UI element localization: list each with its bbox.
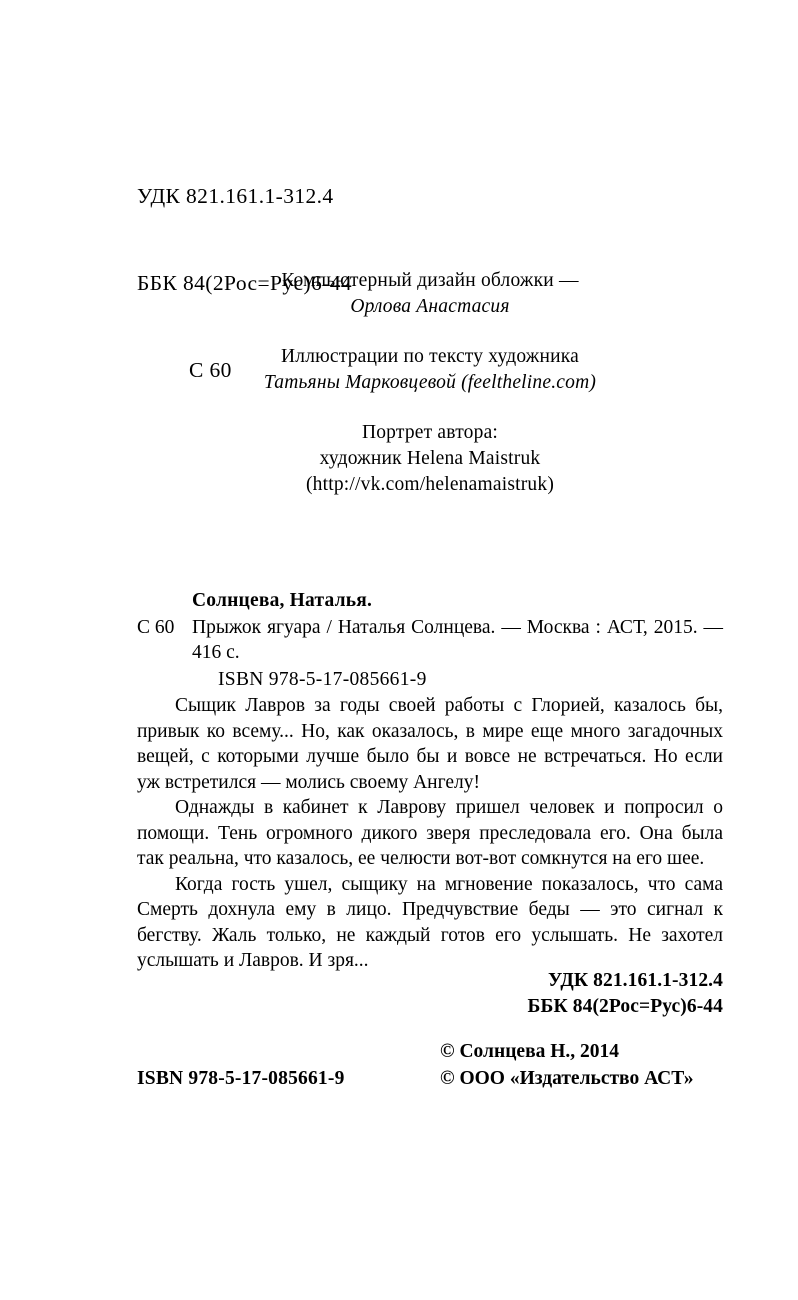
record-isbn: ISBN 978-5-17-085661-9 xyxy=(218,668,427,690)
cover-design-person: Орлова Анастасия xyxy=(350,296,510,317)
footer-isbn: ISBN 978-5-17-085661-9 xyxy=(137,1068,345,1089)
udk-code-top: УДК 821.161.1-312.4 xyxy=(137,184,334,208)
copyright-footer xyxy=(137,1038,723,1092)
illustrations-role: Иллюстрации по тексту художника xyxy=(281,346,579,367)
cover-design-role: Компьютерный дизайн обложки — xyxy=(281,270,579,291)
portrait-link: (http://vk.com/helenamaistruk) xyxy=(305,474,555,495)
credits-section xyxy=(137,268,723,498)
annotation-paragraph: Сыщик Лавров за годы своей работы с Глорией, казалось бы, привык ко всему... Но, как оказалось, в мире еще много загадочных вещей, с которыми лучше было бы и вовсе не встречаться. Но если уж встретился — молись своему Ангелу! xyxy=(137,695,723,793)
copyright-row-publisher xyxy=(137,1065,723,1092)
cover-design-credit xyxy=(137,268,723,320)
illustrations-person: Татьяны Марковцевой (feeltheline.com) xyxy=(263,372,597,393)
bibliographic-record xyxy=(137,588,723,974)
copyright-author: © Солнцева Н., 2014 xyxy=(440,1041,620,1062)
shelf-mark-top: С 60 xyxy=(189,358,232,382)
annotation-paragraph: Однажды в кабинет к Лаврову пришел человек и попросил о помощи. Тень огромного дикого зверя преследовала его. Она была так реальна, что казалось, ее челюсти вот-вот сомкнутся на его шее. xyxy=(137,797,723,869)
illustrations-credit xyxy=(137,344,723,396)
annotation-paragraph: Когда гость ушел, сыщику на мгновение показалось, что сама Смерть дохнула ему в лицо. Предчувствие беды — это сигнал к бегству. Жаль только, не каждый готов его услышать. Не захотел услышать и Лавров. И зря... xyxy=(137,873,723,971)
record-shelf-mark: С 60 xyxy=(137,616,175,638)
bbk-code-top: ББК 84(2Рос=Рус)6-44 xyxy=(137,271,353,295)
bbk-code-bottom: ББК 84(2Рос=Рус)6-44 xyxy=(527,996,723,1017)
record-author: Солнцева, Наталья. xyxy=(192,590,373,611)
record-entry-line xyxy=(137,615,723,666)
copyright-row-author xyxy=(137,1038,723,1065)
classification-codes-bottom xyxy=(137,968,723,1020)
copyright-publisher: © ООО «Издательство АСТ» xyxy=(440,1068,694,1089)
portrait-credit xyxy=(137,420,723,498)
portrait-artist: художник Helena Maistruk xyxy=(319,448,541,469)
udk-code-bottom: УДК 821.161.1-312.4 xyxy=(547,970,723,991)
record-entry-text: Прыжок ягуара / Наталья Солнцева. — Москва : АСТ, 2015. — 416 с. xyxy=(192,616,723,663)
portrait-heading: Портрет автора: xyxy=(361,422,499,443)
annotation-text xyxy=(137,693,723,974)
